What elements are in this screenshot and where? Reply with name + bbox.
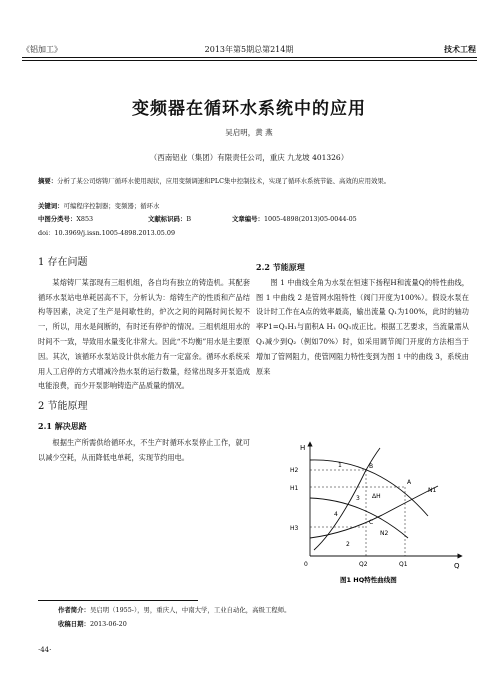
section-1-paragraph: 某熔铸厂某部现有三组机组，各自均有独立的铸造机。其配套循环水泵站电单耗居高不下，分析认为：熔铸生产的性质和产品结构等因素，决定了生产是间歇性的，炉次之间的间隔时间长短不一，所以，用水是间断的，有时还有停炉的情况。三组机组用水的时间不一致，导致用水量变化非常大。因此“不均衡”用水是主要原因。其次，该循环水泵站设计供水能力有一定富余。循环水系统采用人工启停的方式增减冷热水泵的运行数量，经常出现多开泵造成电能浪费，而少开泵影响铸造产品质量的情况。 (38, 277, 250, 391)
page-number: ·44· (38, 646, 52, 654)
subsection-2-1-paragraph: 根据生产所需供给循环水，不生产时循环水泵停止工作，就可以减少空耗，从而降低电单耗，实现节约用电。 (38, 437, 250, 462)
right-column (256, 260, 469, 379)
abstract-label: 摘要： (38, 177, 58, 185)
y-tick-h2: H2 (290, 467, 299, 474)
keywords-label: 关键词： (38, 202, 64, 210)
article-no-value: 1005-4898(2013)05-0044-05 (263, 215, 357, 223)
clc-value: X853 (76, 215, 94, 223)
authors: 吴启明，黄 燕 (225, 128, 273, 137)
author-bio-text: 吴启明（1955-），男，重庆人，中南大学，工业自动化，高级工程师。 (89, 606, 291, 614)
x-axis-label: Q (454, 562, 460, 570)
point-c: C (369, 519, 374, 526)
author-bio-label: 作者简介： (58, 606, 90, 614)
curve-label-3: 3 (356, 495, 360, 502)
journal-name: 《铝加工》 (22, 45, 62, 54)
subsection-2-2-paragraph: 图 1 中曲线全角为水泵在恒速下扬程H和流量Q的特性曲线，图 1 中曲线 2 是管网水阻特性（阀门开度为100%）。假设水泵在设计时工作在A点的效率最高，输出流量 Q₁为100%，此时的轴功率P1=Q₁H₁与面积A H₁ 0Q₁成正比。根据工艺要求，当流量需从Q₁减少到Q₂（例如70%）时，如采用调节阀门开度的方法相当于增加了管网阻力，使管网阻力特性变到为图 1 中的曲线 3，系统由原来 (256, 277, 469, 376)
issue-info: 2013年第5期总第214期 (204, 45, 294, 54)
doi: doi：10.3969/j.issn.1005-4898.2013.05.09 (38, 229, 176, 237)
point-b: B (369, 463, 374, 470)
clc-label: 中图分类号： (38, 215, 77, 223)
curve-4-reduced-speed (310, 498, 408, 538)
curve-label-2: 2 (346, 541, 350, 548)
received-label: 收稿日期： (58, 620, 90, 628)
y-tick-h1: H1 (290, 485, 299, 492)
curve-label-4: 4 (334, 511, 338, 518)
footnote-rule (38, 600, 198, 601)
curve-label-1: 1 (338, 462, 342, 469)
doc-code-value: B (186, 215, 192, 223)
column-name: 技术工程 (444, 44, 476, 54)
y-axis-label: H (300, 444, 306, 452)
section-1-heading: 1 存在问题 (38, 257, 88, 268)
subsection-2-1-heading: 2.1 解决思路 (38, 420, 87, 431)
article-number (232, 214, 357, 225)
left-column (38, 256, 250, 465)
article-no-label: 文章编号： (232, 215, 264, 223)
doc-code-label: 文献标识码： (148, 215, 187, 223)
received-text: 2013-06-20 (89, 620, 127, 628)
affiliation: （西南铝业（集团）有限责任公司，重庆 九龙坡 401326） (149, 153, 349, 162)
abstract (38, 176, 461, 187)
x-tick-q2: Q2 (359, 561, 368, 568)
origin-label: 0 (304, 561, 308, 568)
y-tick-h3: H3 (290, 525, 299, 532)
x-tick-q1: Q1 (399, 561, 408, 568)
figure-caption: 图1 HQ特性曲线图 (340, 576, 397, 584)
point-a: A (407, 479, 412, 486)
abstract-text: 分析了某公司熔铸厂循环水使用现状，应用变频调速和PLC集中控制技术，实现了循环水系统节能、高效的应用效果。 (57, 177, 391, 185)
author-bio (58, 604, 291, 616)
keywords (38, 201, 159, 212)
header-rule-thin (22, 60, 477, 61)
keywords-text: 可编程序控制器；变频器；循环水 (63, 202, 160, 210)
hq-characteristic-figure (268, 438, 468, 588)
delta-h-label: ΔH (372, 493, 381, 500)
clc-number (38, 214, 93, 225)
n1-label: N1 (428, 487, 437, 494)
subsection-2-2-heading: 2.2 节能原理 (256, 262, 305, 272)
n2-label: N2 (380, 530, 389, 537)
paper-title: 变频器在循环水系统中的应用 (132, 99, 366, 119)
header-rule (22, 57, 477, 58)
section-2-heading: 2 节能原理 (38, 401, 88, 413)
document-code (148, 214, 191, 225)
received-date (58, 618, 127, 630)
